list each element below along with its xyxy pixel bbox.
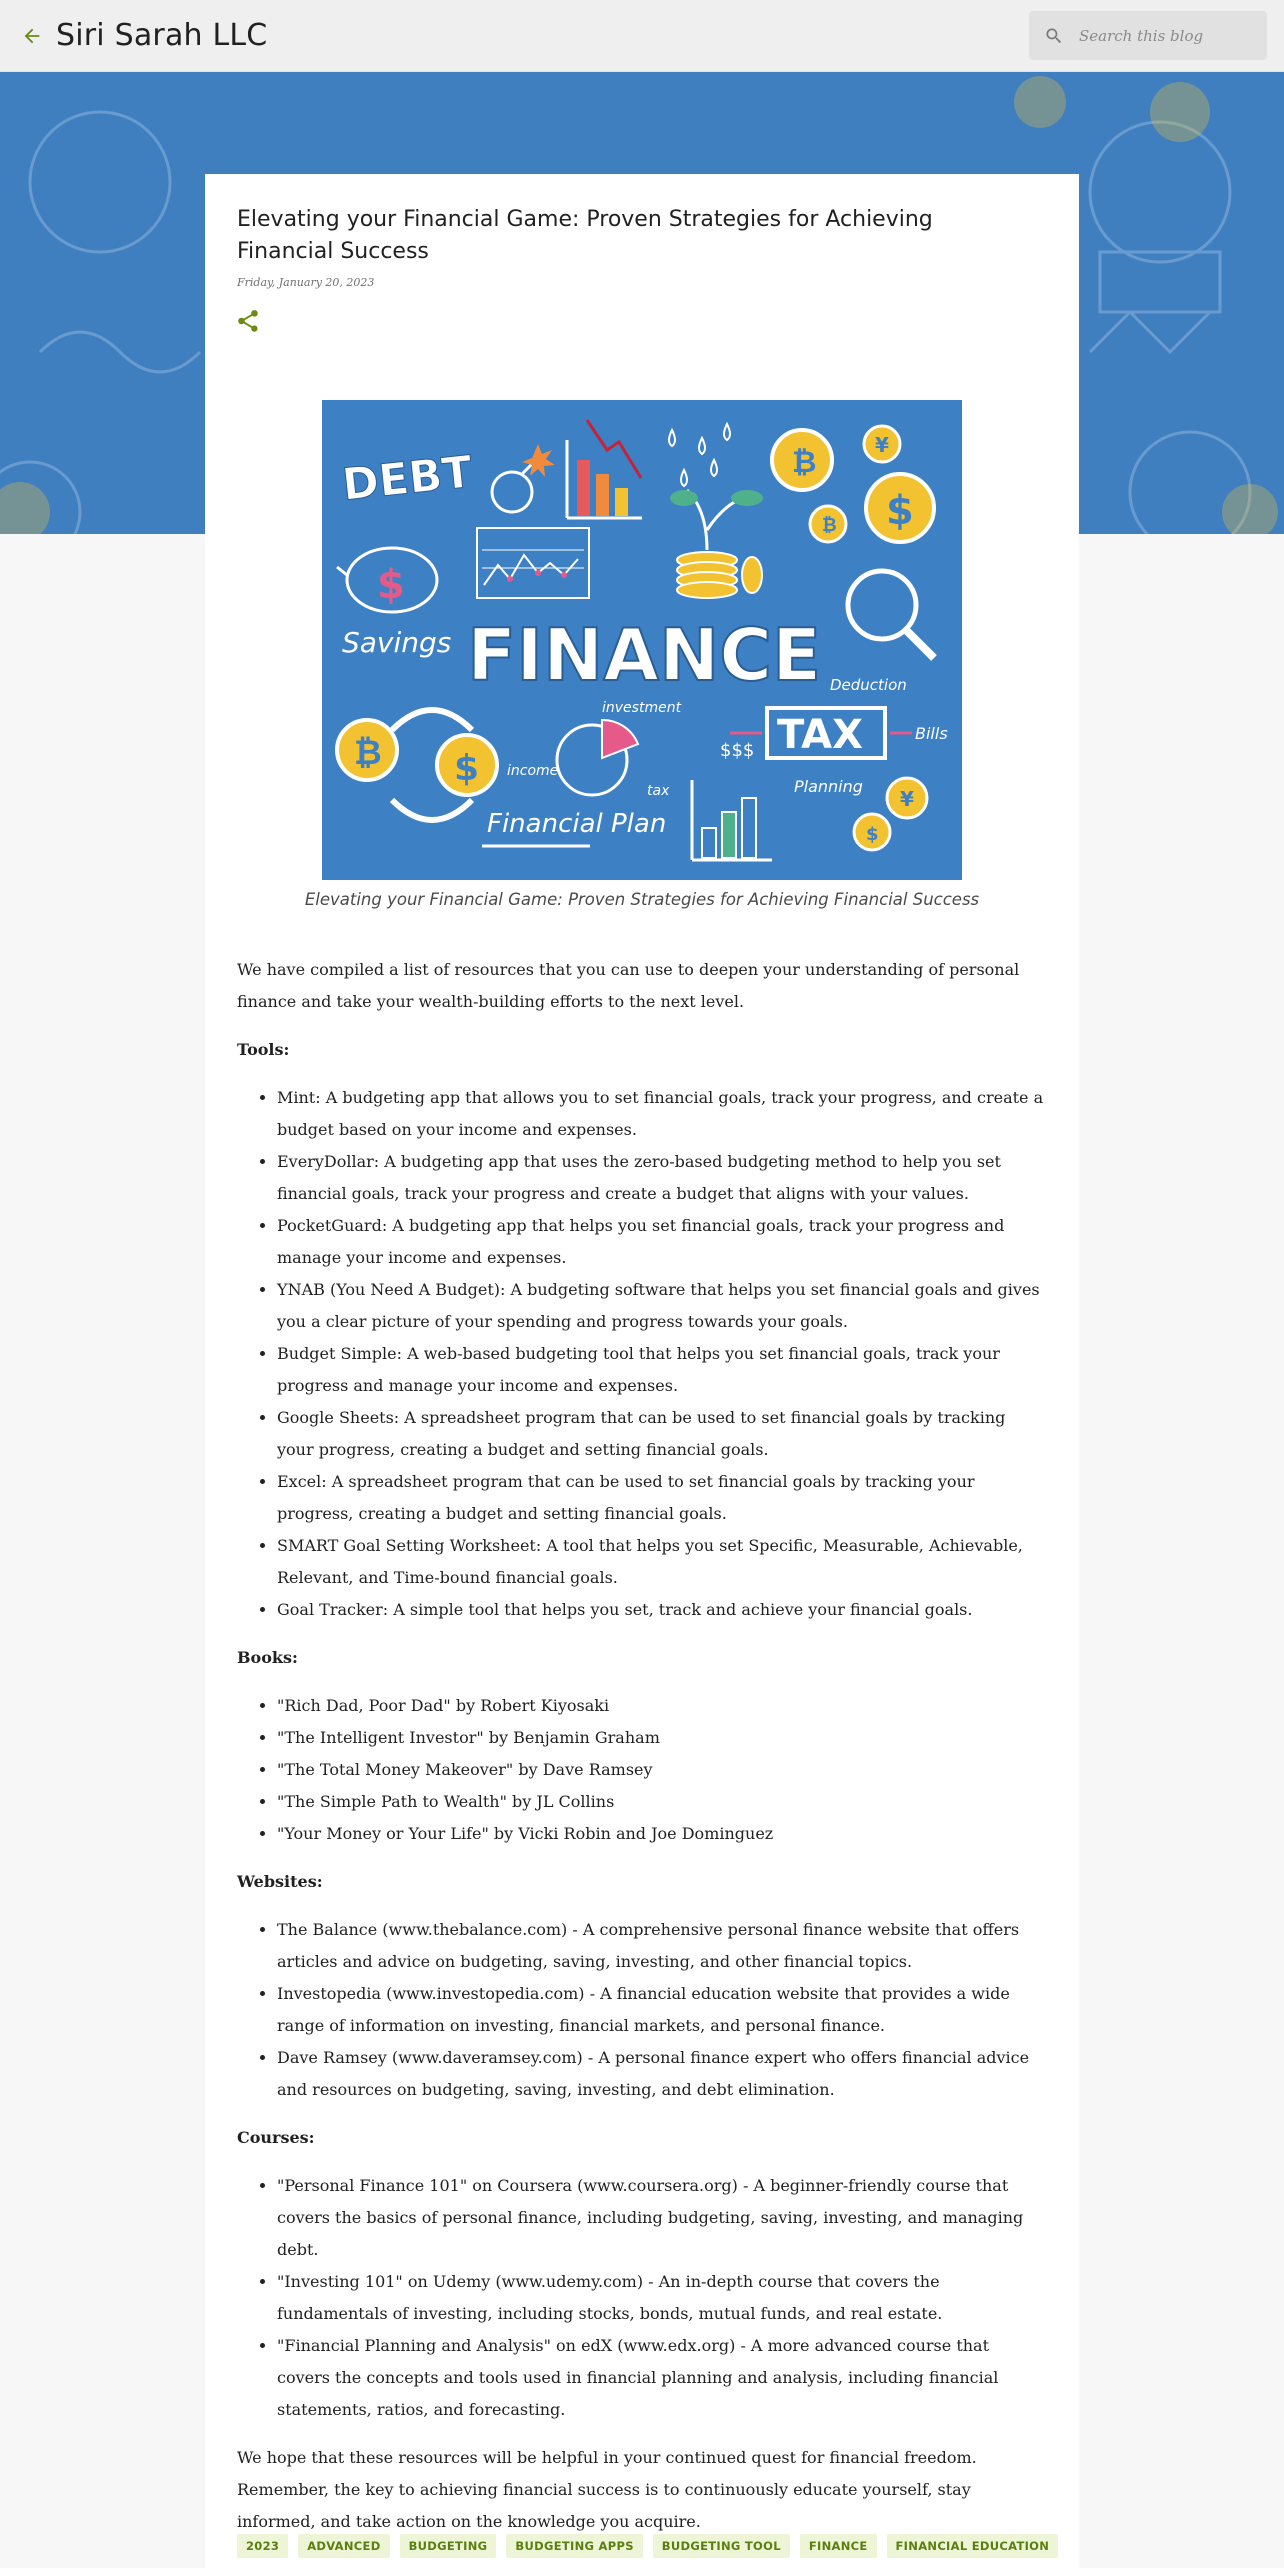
illus-deduction-text: Deduction (830, 676, 907, 694)
illus-savings-text: Savings (342, 626, 452, 659)
svg-text:¥: ¥ (900, 787, 914, 811)
list-item: • PocketGuard: A budgeting app that helps you set financial goals, track your progress and manage your income and expenses. (277, 1210, 1047, 1274)
list-item: • "The Total Money Makeover" by Dave Ramsey (277, 1754, 1047, 1786)
list-item: • Mint: A budgeting app that allows you to set financial goals, track your progress, and create a budget based on your income and expenses. (277, 1082, 1047, 1146)
illus-tax-text: TAX (777, 712, 863, 758)
list-item: • Investopedia (www.investopedia.com) - A financial education website that provides a wide range of information on investing, financial markets, and personal finance. (277, 1978, 1047, 2042)
search-box[interactable] (1029, 11, 1267, 60)
list-item: • Budget Simple: A web-based budgeting tool that helps you set financial goals, track your progress and manage your income and expenses. (277, 1338, 1047, 1402)
label-chip[interactable]: BUDGETING TOOL (653, 2534, 790, 2558)
svg-text:₿: ₿ (792, 445, 817, 480)
illus-investment-text: investment (602, 700, 682, 716)
svg-text:$: $ (454, 748, 480, 789)
list-item: • "Your Money or Your Life" by Vicki Robin and Joe Dominguez (277, 1818, 1047, 1850)
list-item: • EveryDollar: A budgeting app that uses the zero-based budgeting method to help you set financial goals, track your progress and create a budget that aligns with your values. (277, 1146, 1047, 1210)
svg-text:$: $ (377, 562, 405, 608)
post-card (205, 174, 1079, 2568)
list-item: • YNAB (You Need A Budget): A budgeting software that helps you set financial goals and gives you a clear picture of your spending and progress towards your goals. (277, 1274, 1047, 1338)
post-title: Elevating your Financial Game: Proven Strategies for Achieving Financial Success (237, 207, 933, 264)
svg-text:$: $ (886, 488, 914, 534)
finance-illustration[interactable] (322, 400, 962, 880)
section-heading: Tools: (237, 1040, 290, 1059)
label-chip[interactable]: BUDGETING (400, 2534, 497, 2558)
label-chip[interactable]: BUDGETING APPS (506, 2534, 642, 2558)
intro-paragraph: We have compiled a list of resources that you can use to deepen your understanding of personal finance and take your wealth-building efforts to the next level. (237, 960, 1020, 1011)
resource-list (277, 1690, 1047, 1850)
search-input[interactable] (1079, 27, 1259, 45)
image-caption: Elevating your Financial Game: Proven Strategies for Achieving Financial Success (304, 890, 980, 909)
resource-list (277, 1082, 1047, 1626)
list-item: • "Personal Finance 101" on Coursera (www.coursera.org) - A beginner-friendly course that covers the basics of personal finance, including budgeting, saving, investing, and managing debt. (277, 2170, 1047, 2266)
resource-list (277, 1914, 1047, 2106)
list-item: • "Financial Planning and Analysis" on edX (www.edx.org) - A more advanced course that covers the concepts and tools used in financial planning and analysis, including financial statements, ratios, and forecasting. (277, 2330, 1047, 2426)
section-heading: Courses: (237, 2128, 315, 2147)
list-item: • "Rich Dad, Poor Dad" by Robert Kiyosaki (277, 1690, 1047, 1722)
label-chip[interactable]: FINANCE (800, 2534, 877, 2558)
list-item: • Dave Ramsey (www.daveramsey.com) - A personal finance expert who offers financial advice and resources on budgeting, saving, investing, and debt elimination. (277, 2042, 1047, 2106)
list-item: • Goal Tracker: A simple tool that helps you set, track and achieve your financial goals. (277, 1594, 1047, 1626)
section-heading: Websites: (237, 1872, 323, 1891)
resource-list (277, 2170, 1047, 2426)
label-chip[interactable]: ADVANCED (298, 2534, 389, 2558)
list-item: • SMART Goal Setting Worksheet: A tool that helps you set Specific, Measurable, Achievable, Relevant, and Time-bound financial goals. (277, 1530, 1047, 1594)
section-heading: Books: (237, 1648, 298, 1667)
search-icon[interactable] (1029, 11, 1079, 60)
label-chip[interactable]: 2023 (237, 2534, 288, 2558)
label-chip[interactable]: FINANCIAL EDUCATION (887, 2534, 1059, 2558)
illus-income-text: income (507, 763, 559, 779)
post-body (237, 954, 1047, 2554)
illus-dollars-text: $$$ (720, 740, 755, 761)
illus-finance-text: FINANCE (467, 613, 822, 697)
list-item: • Excel: A spreadsheet program that can be used to set financial goals by tracking your progress, creating a budget and setting financial goals. (277, 1466, 1047, 1530)
list-item: • "The Simple Path to Wealth" by JL Collins (277, 1786, 1047, 1818)
illus-debt-text: DEBT (339, 446, 475, 511)
illus-planning-text: Planning (794, 777, 863, 796)
post-date[interactable]: Friday, January 20, 2023 (237, 276, 375, 289)
list-item: • Google Sheets: A spreadsheet program that can be used to set financial goals by tracking your progress, creating a budget and setting financial goals. (277, 1402, 1047, 1466)
illus-bills-text: Bills (915, 724, 948, 743)
svg-text:₿: ₿ (354, 733, 382, 773)
svg-text:¥: ¥ (875, 433, 889, 457)
blog-title[interactable]: Siri Sarah LLC (56, 18, 268, 53)
back-arrow-icon[interactable] (16, 20, 48, 52)
list-item: • "Investing 101" on Udemy (www.udemy.com) - An in-depth course that covers the fundamentals of investing, including stocks, bonds, mutual funds, and real estate. (277, 2266, 1047, 2330)
list-item: • The Balance (www.thebalance.com) - A comprehensive personal finance website that offers articles and advice on budgeting, saving, investing, and other financial topics. (277, 1914, 1047, 1978)
svg-text:$: $ (866, 824, 879, 845)
illus-financial-plan-text: Financial Plan (487, 809, 667, 839)
svg-text:₿: ₿ (822, 515, 837, 536)
share-icon[interactable] (235, 308, 261, 334)
list-item: • "The Intelligent Investor" by Benjamin Graham (277, 1722, 1047, 1754)
header-bar (0, 0, 1284, 72)
illus-tax-small-text: tax (647, 783, 670, 799)
closing-paragraph: We hope that these resources will be helpful in your continued quest for financial freedom. Remember, the key to achieving financial success is to continuously educate yourself, stay informed, and take action on the knowledge you acquire. (237, 2448, 977, 2531)
post-labels (237, 2534, 1058, 2558)
